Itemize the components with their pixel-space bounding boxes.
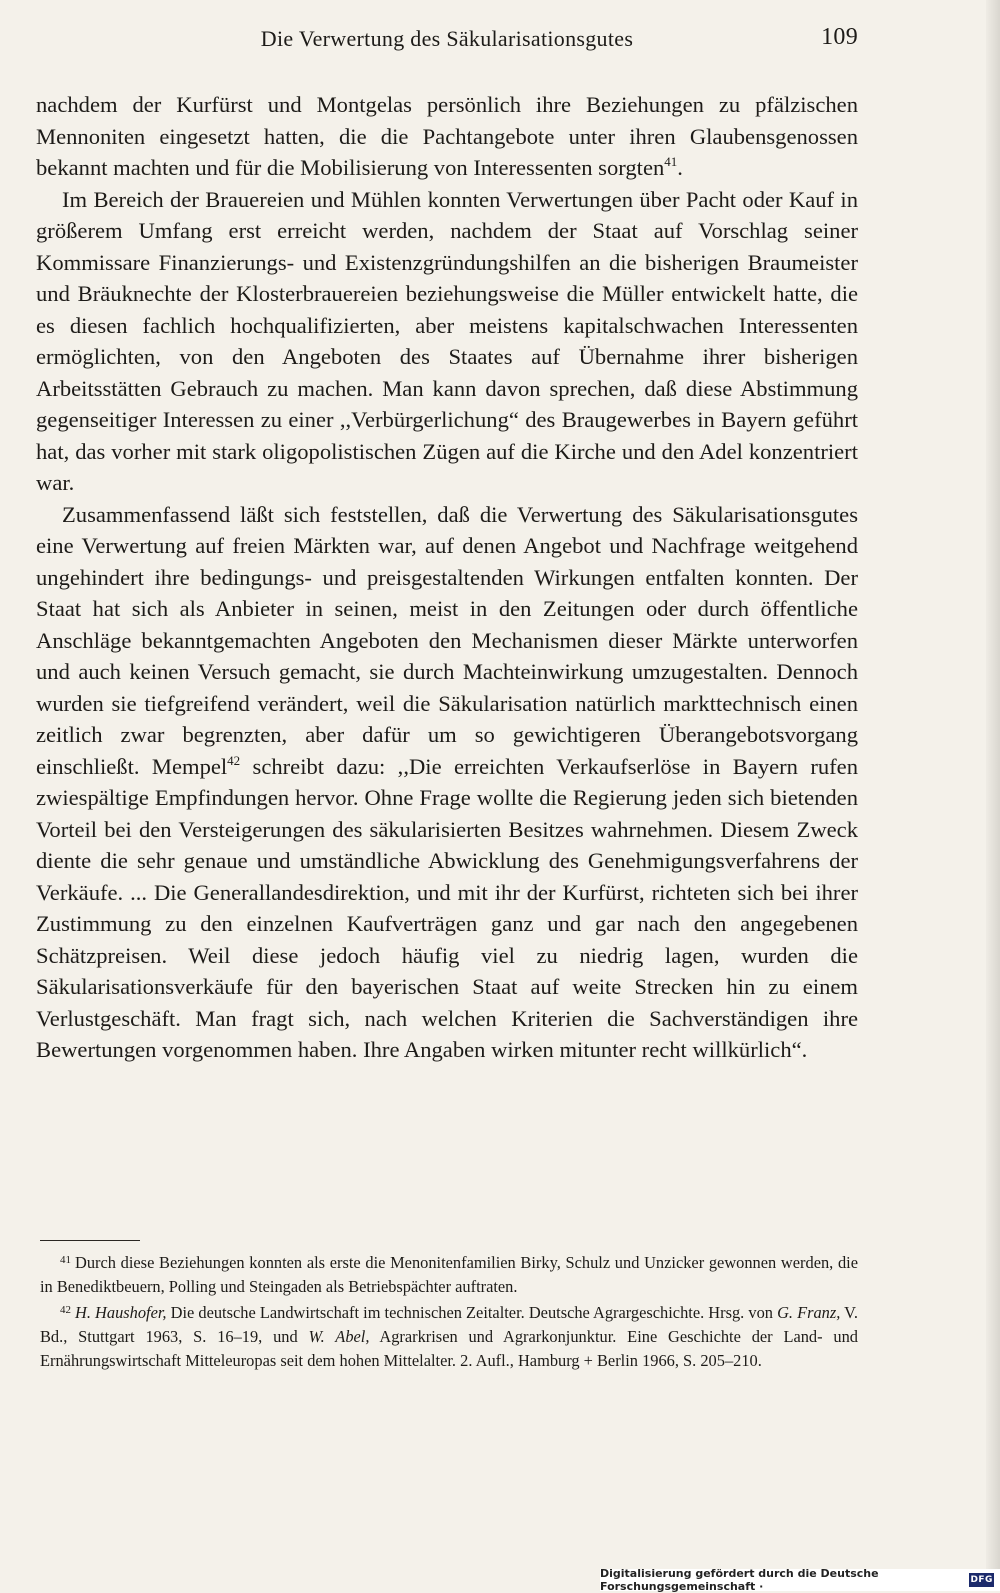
- footnote-text: Agrarkrisen und Agrarkonjunktur. Eine Geschichte der Land- und Ernährungswirtschaft Mitteleuropas seit dem hohen Mittelalter. 2. Aufl., Hamburg + Berlin 1966, S. 205–210.: [40, 1327, 859, 1370]
- paragraph-2: [36, 184, 858, 499]
- page-number: 109: [821, 24, 858, 50]
- paragraph-2-text: Im Bereich der Brauereien und Mühlen konnten Verwertungen über Pacht oder Kauf in größerem Umfang erst erreicht werden, nachdem der Staat auf Vorschlag seiner Kommissare Finanzierungs- und Existenzgründungshilfen an die bisherigen Braumeister und Bräuknechte der Klosterbrauereien beziehungsweise die Müller entwickelt hatte, die es diesen fachlich hochqualifizierten, aber meistens kapitalschwachen Interessenten ermöglichten, von den Angeboten des Staates auf Übernahme ihrer bisherigen Arbeitsstätten Gebrauch zu machen. Man kann davon sprechen, daß diese Abstimmung gegenseitiger Interessen zu einer ,,Verbürgerlichung“ des Braugewerbes in Bayern geführt hat, das vorher mit stark oligopolistischen Zügen auf die Kirche und den Adel konzentriert war.: [36, 186, 858, 495]
- paragraph-1: [36, 89, 858, 184]
- paragraph-3: [36, 499, 858, 1066]
- paragraph-3-text-after: schreibt dazu: ,,Die erreichten Verkaufserlöse in Bayern rufen zwiespältige Empfindungen hervor. Ohne Frage wollte die Regierung jeden sich bietenden Vorteil bei den Versteigerungen des säkularisierten Besitzes wahrnehmen. Diesem Zweck diente die sehr genaue und umständliche Abwicklung des Genehmigungsverfahrens der Verkäufe. ... Die Generallandesdirektion, und mit ihr der Kurfürst, richteten sich bei ihrer Zustimmung zu den einzelnen Kaufverträgen ganz und gar nach den angegebenen Schätzpreisen. Weil diese jedoch häufig viel zu niedrig lagen, wurden die Säkularisationsverkäufe für den bayerischen Staat auf weite Strecken hin zu einem Verlustgeschäft. Man fragt sich, nach welchen Kriterien die Sachverständigen ihre Bewertungen vorgenommen haben. Ihre Angaben wirken mitunter recht willkürlich“.: [36, 753, 858, 1062]
- scan-edge: [986, 0, 1000, 1569]
- footnote-ref-41[interactable]: 41: [664, 154, 678, 169]
- digitization-footer: [600, 1569, 1000, 1591]
- footnote-author: H. Haushofer,: [75, 1303, 167, 1322]
- footnote-text: V. Bd., Stuttgart 1963, S. 16–19, und: [40, 1303, 858, 1346]
- footer-credit: Digitalisierung gefördert durch die Deutsche Forschungsgemeinschaft ·: [600, 1567, 879, 1593]
- footnotes: [40, 1251, 858, 1375]
- footnote-author: G. Franz,: [777, 1303, 841, 1322]
- dfg-logo[interactable]: DFG: [970, 1575, 993, 1585]
- footnote-text: Durch diese Beziehungen konnten als erste die Menonitenfamilien Birky, Schulz und Unzicker gewonnen werden, die in Benediktbeuern, Polling und Steingaden als Betriebspächter auftraten.: [40, 1253, 858, 1296]
- footnote-text: Die deutsche Landwirtschaft im technischen Zeitalter. Deutsche Agrargeschichte. Hrsg. von: [166, 1303, 778, 1322]
- paragraph-1-text: nachdem der Kurfürst und Montgelas persönlich ihre Beziehungen zu pfälzischen Mennoniten eingesetzt hatten, die die Pachtangebote unter ihren Glaubensgenossen bekannt machten und für die Mobilisierung von Interessenten sorgten: [36, 92, 858, 180]
- footnote-ref-42[interactable]: 42: [227, 752, 241, 768]
- paragraph-3-text-before: Zusammenfassend läßt sich feststellen, daß die Verwertung des Säkularisationsgutes eine Verwertung auf freien Märkten war, auf denen Angebot und Nachfrage weitgehend ungehindert ihre bedingungs- und preisgestaltenden Wirkungen entfalten konnten. Der Staat hat sich als Anbieter in seinen, meist in den Zeitungen oder durch öffentliche Anschläge bekanntgemachten Angeboten den Mechanismen dieser Märkte unterworfen und auch keinen Versuch gemacht, sie durch Machteinwirkung umzugestalten. Dennoch wurden sie tiefgreifend verändert, weil die Säkularisation natürlich markttechnisch einen zeitlich zwar begrenzten, aber dafür um so gewichtigeren Überangebotsvorgang einschließt. Mempel: [36, 501, 858, 779]
- footnote-divider: [40, 1240, 140, 1241]
- footnote-41: [40, 1251, 858, 1299]
- footnote-number: 41: [60, 1254, 71, 1266]
- paragraph-1-end: .: [677, 155, 683, 180]
- body-text: [36, 89, 858, 1066]
- footnote-number: 42: [60, 1304, 71, 1316]
- running-head: [36, 26, 858, 56]
- running-title: Die Verwertung des Säkularisationsgutes: [260, 26, 634, 51]
- footnote-author: W. Abel,: [308, 1327, 370, 1346]
- footnote-42: [40, 1301, 858, 1373]
